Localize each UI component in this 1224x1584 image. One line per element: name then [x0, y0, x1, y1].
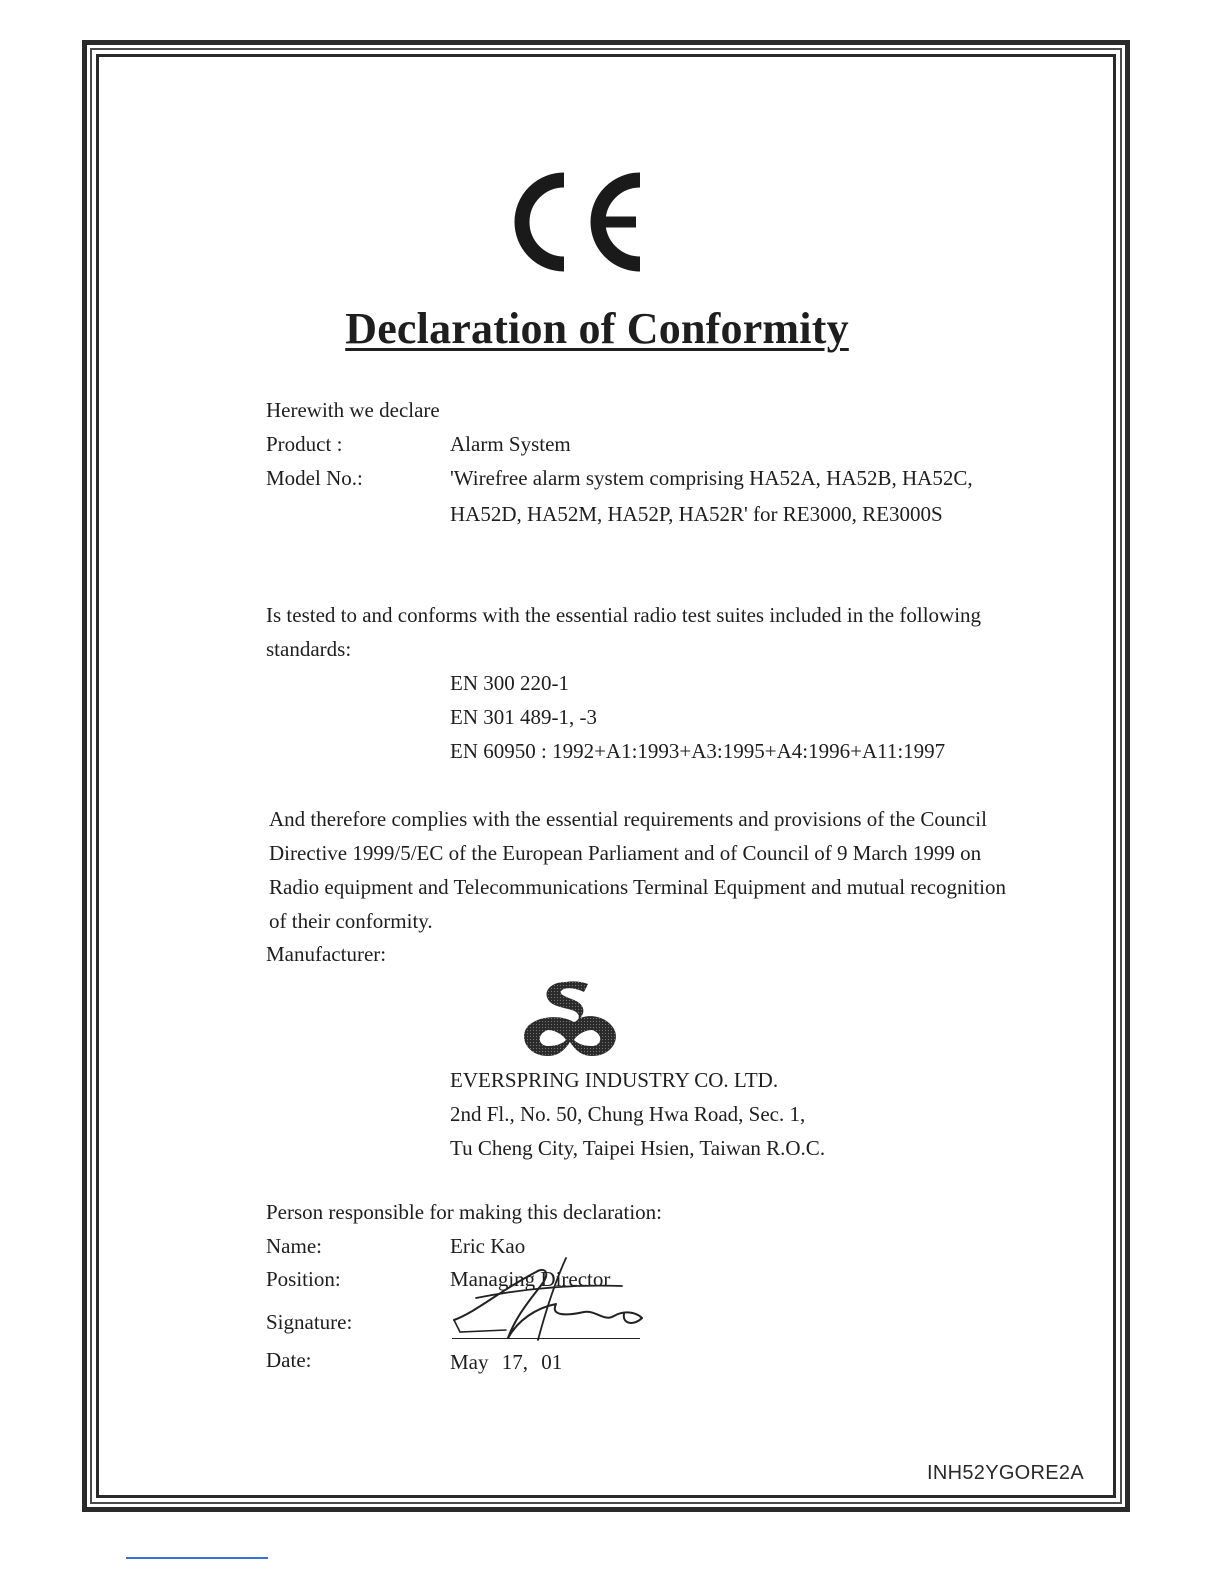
intro-text: Herewith we declare — [266, 398, 440, 422]
position-value: Managing Director — [450, 1267, 611, 1291]
ce-mark-logo — [514, 170, 654, 274]
standard-item: EN 301 489-1, -3 — [450, 705, 597, 729]
standard-item: EN 300 220-1 — [450, 671, 569, 695]
name-value: Eric Kao — [450, 1234, 526, 1258]
manufacturer-name: EVERSPRING INDUSTRY CO. LTD. — [450, 1068, 779, 1092]
manufacturer-logo — [520, 978, 620, 1060]
manufacturer-address-line-2: Tu Cheng City, Taipei Hsien, Taiwan R.O.C. — [450, 1136, 826, 1160]
tested-paragraph: Is tested to and conforms with the essential radio test suites included in the following standards: — [266, 603, 982, 661]
product-value: Alarm System — [450, 432, 571, 456]
standard-item: EN 60950 : 1992+A1:1993+A3:1995+A4:1996+A11:1997 — [450, 739, 946, 763]
model-label: Model No.: — [266, 466, 363, 490]
complies-paragraph: And therefore complies with the essential requirements and provisions of the Council Directive 1999/5/EC of the European Parliament and of Council of 9 March 1999 on Radio equipment and Telecommunications Terminal Equipment and mutual recognition of their conformity. — [269, 807, 1006, 933]
manufacturer-address-line-1: 2nd Fl., No. 50, Chung Hwa Road, Sec. 1, — [450, 1102, 806, 1126]
handwritten-signature — [446, 1250, 656, 1350]
model-line-2: HA52D, HA52M, HA52P, HA52R' for RE3000, RE3000S — [450, 502, 943, 526]
manufacturer-label: Manufacturer: — [266, 942, 387, 966]
signature-line — [452, 1338, 640, 1339]
product-label: Product : — [266, 432, 343, 456]
bottom-link-underline[interactable] — [126, 1557, 268, 1559]
signature-label: Signature: — [266, 1310, 353, 1334]
date-label: Date: — [266, 1348, 312, 1372]
document-title: Declaration of Conformity — [345, 304, 849, 353]
date-value: May 17, 01 — [450, 1350, 563, 1374]
model-line-1: 'Wirefree alarm system comprising HA52A, HA52B, HA52C, — [450, 466, 973, 490]
document-id: INH52YGORE2A — [927, 1462, 1084, 1484]
responsible-heading: Person responsible for making this declaration: — [266, 1200, 662, 1224]
name-label: Name: — [266, 1234, 322, 1258]
position-label: Position: — [266, 1267, 341, 1291]
